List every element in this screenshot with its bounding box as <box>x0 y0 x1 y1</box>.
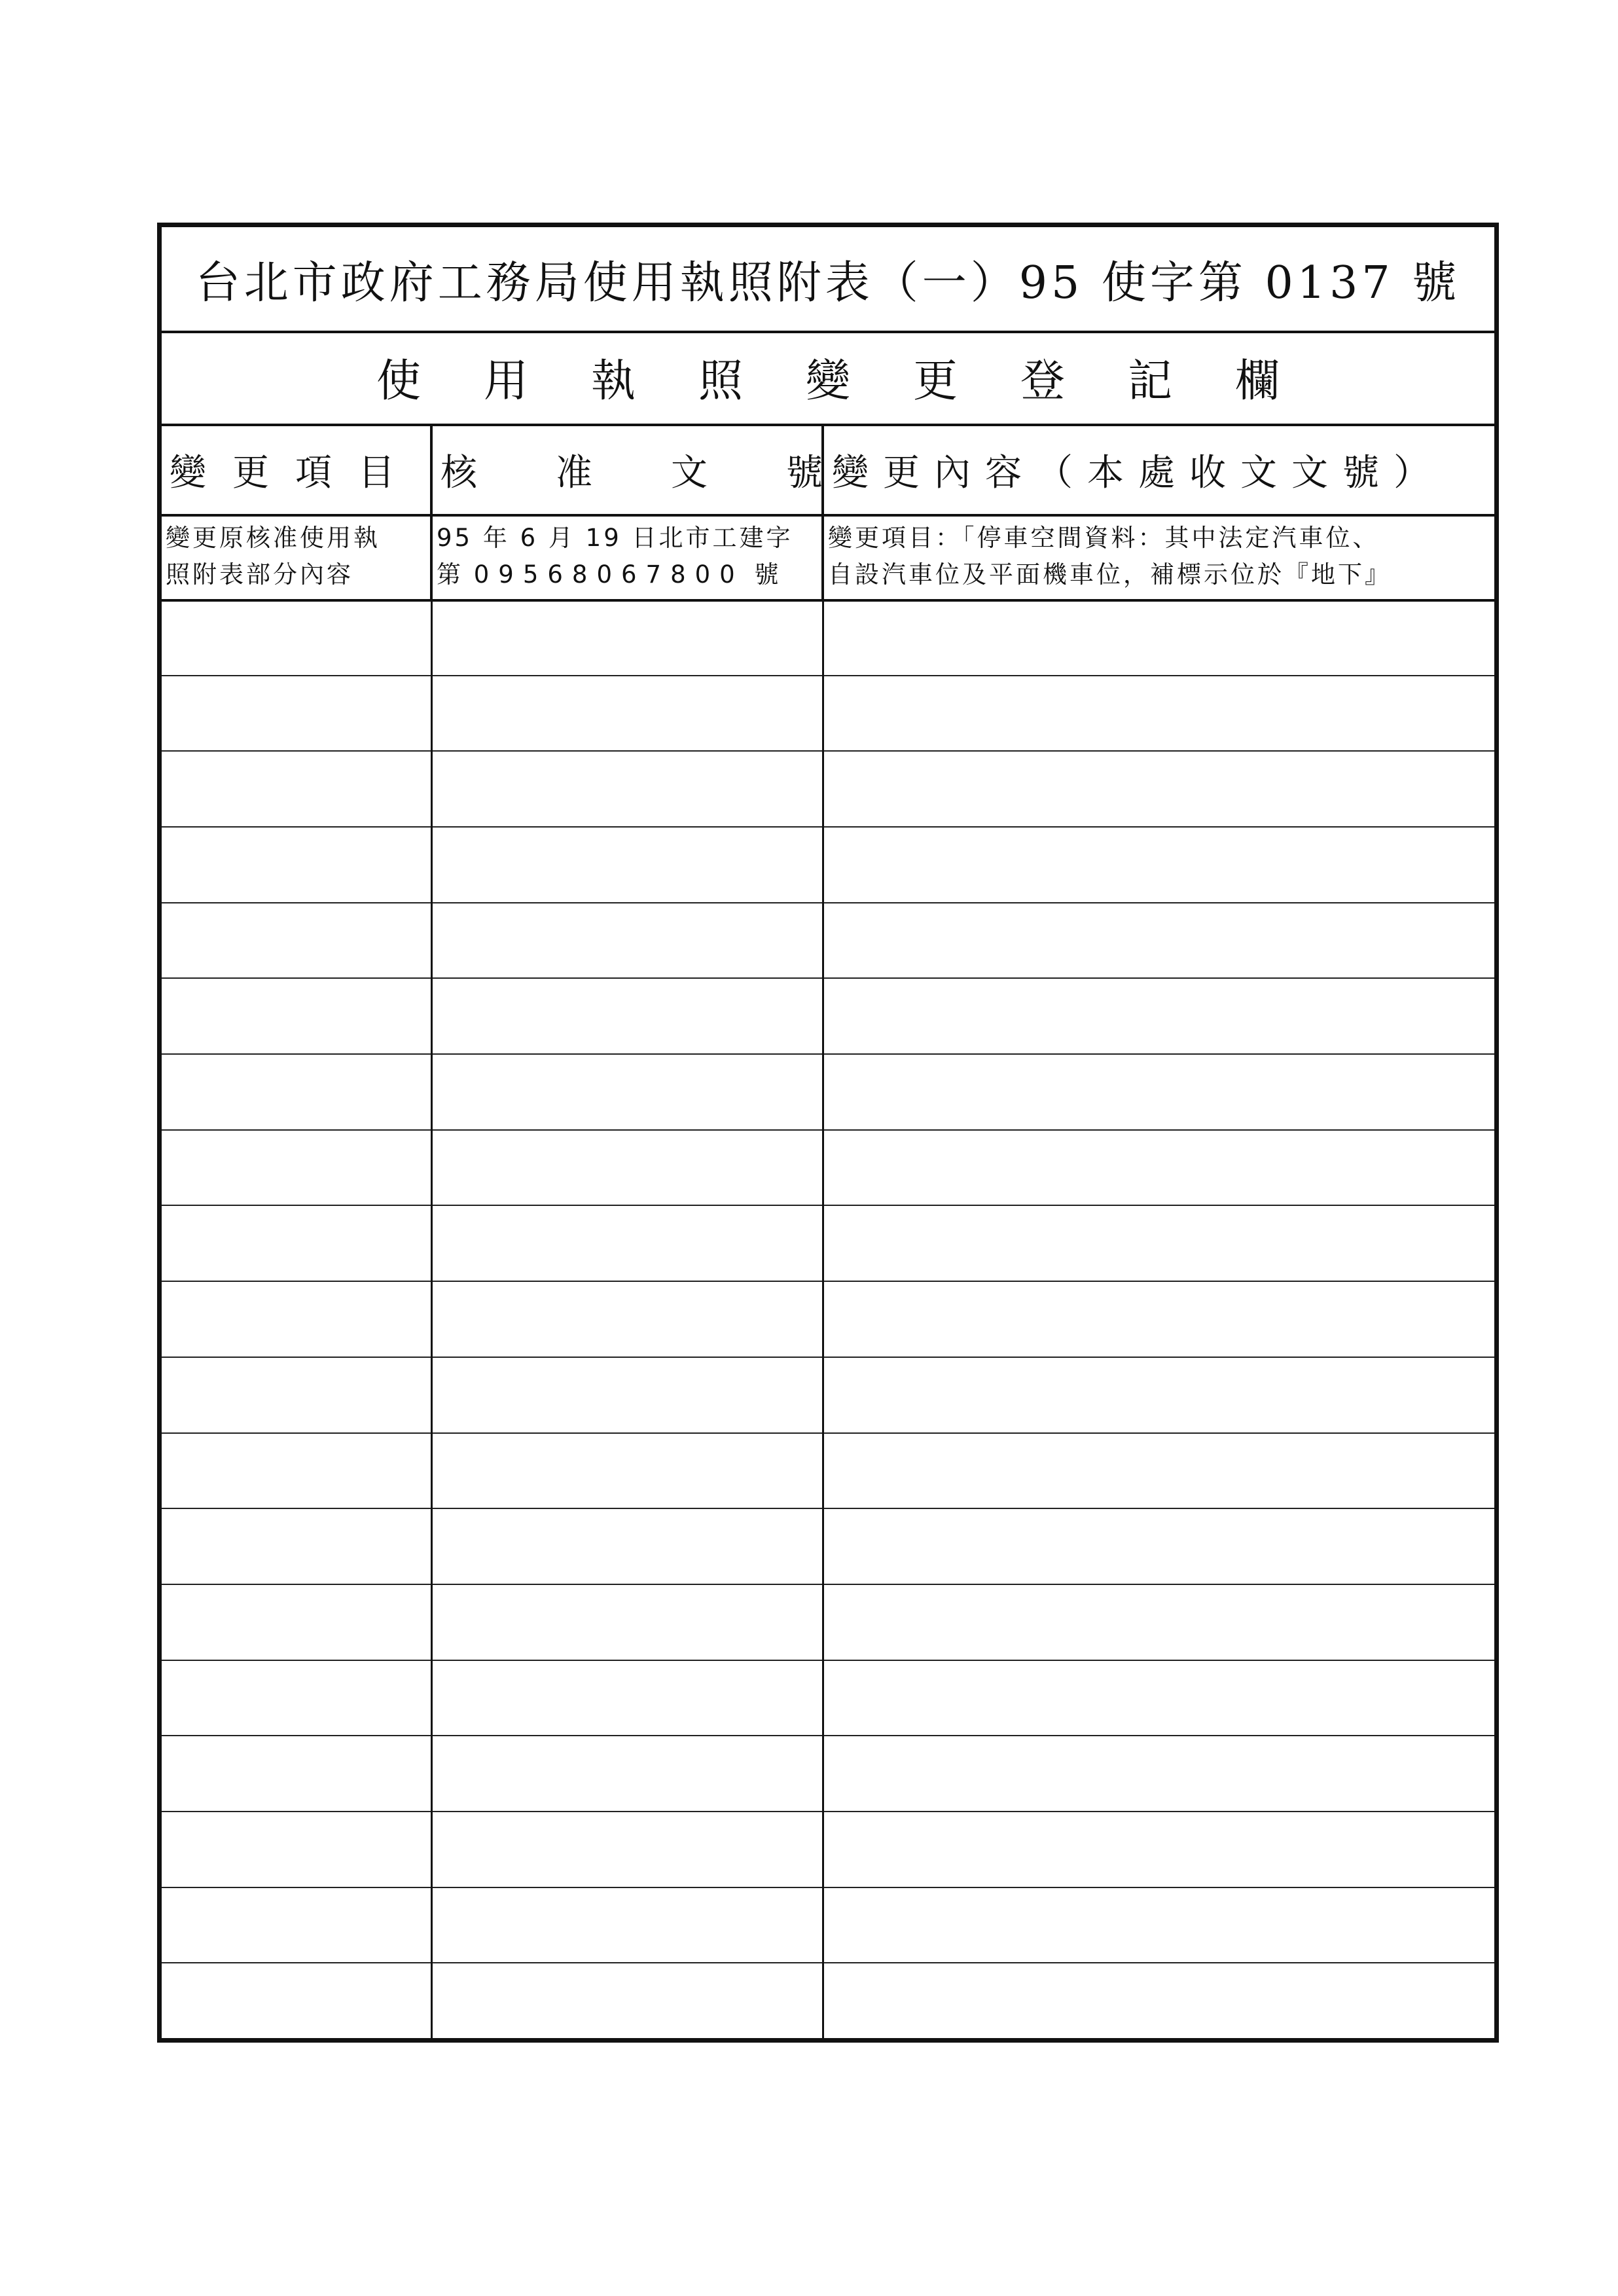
blank-cell-item <box>162 1281 433 1357</box>
entry-approval-line <box>437 556 781 593</box>
entry-change-content <box>824 514 1494 599</box>
form-title: 台北市政府工務局使用執照附表（一）95 使字第 0137 號 <box>162 227 1494 333</box>
blank-cell-item <box>162 1735 433 1811</box>
blank-cell-item <box>162 1053 433 1129</box>
blank-cell-approval <box>433 1357 824 1432</box>
blank-cell-content <box>824 1508 1494 1584</box>
entry-item-line: 照附表部分內容 <box>166 560 353 589</box>
blank-cell-item <box>162 902 433 978</box>
blank-cell-content <box>824 902 1494 978</box>
table-row <box>162 1962 1494 2038</box>
blank-cell-content <box>824 1660 1494 1736</box>
blank-cell-approval <box>433 902 824 978</box>
header-approval-number-label: 核准文號 <box>440 452 901 494</box>
blank-cell-item <box>162 1584 433 1660</box>
table-row <box>162 1584 1494 1661</box>
table-row <box>162 1281 1494 1358</box>
approval-document-number: 09568067800 <box>473 560 744 589</box>
table-row <box>162 902 1494 979</box>
header-change-content <box>824 426 1494 514</box>
blank-cell-item <box>162 1205 433 1281</box>
entry-change-item <box>162 514 433 599</box>
blank-cell-item <box>162 826 433 902</box>
blank-cell-approval <box>433 750 824 826</box>
table-row <box>162 1508 1494 1585</box>
blank-cell-approval <box>433 1432 824 1508</box>
table-row <box>162 1432 1494 1510</box>
table-row <box>162 1660 1494 1737</box>
table-row <box>162 599 1494 676</box>
table-row <box>162 977 1494 1055</box>
approval-prefix: 第 <box>437 560 463 589</box>
blank-cell-content <box>824 1432 1494 1508</box>
blank-cell-content <box>824 675 1494 751</box>
header-change-content-label: 變更內容（本處收文文號） <box>832 452 1445 494</box>
license-appendix-form <box>157 223 1499 2043</box>
blank-cell-item <box>162 1432 433 1508</box>
blank-cell-item <box>162 1129 433 1205</box>
blank-cell-content <box>824 1129 1494 1205</box>
blank-cell-item <box>162 977 433 1053</box>
blank-cell-content <box>824 826 1494 902</box>
blank-cell-approval <box>433 1205 824 1281</box>
blank-cell-item <box>162 750 433 826</box>
blank-cell-content <box>824 1811 1494 1887</box>
blank-cell-approval <box>433 1129 824 1205</box>
entry-content-line: 變更項目：「停車空間資料：其中法定汽車位、 <box>828 524 1380 552</box>
table-row <box>162 826 1494 903</box>
blank-cell-item <box>162 675 433 751</box>
table-row <box>162 675 1494 752</box>
blank-cell-approval <box>433 675 824 751</box>
blank-cell-approval <box>433 1660 824 1736</box>
blank-cell-content <box>824 750 1494 826</box>
blank-cell-approval <box>433 826 824 902</box>
blank-cell-approval <box>433 1508 824 1584</box>
blank-cell-approval <box>433 1811 824 1887</box>
blank-cell-content <box>824 1887 1494 1963</box>
blank-cell-content <box>824 1584 1494 1660</box>
table-row <box>162 1129 1494 1207</box>
table-row <box>162 1053 1494 1131</box>
blank-cell-approval <box>433 1584 824 1660</box>
table-row <box>162 750 1494 828</box>
blank-cell-approval <box>433 1735 824 1811</box>
header-change-item <box>162 426 433 514</box>
blank-cell-content <box>824 1281 1494 1357</box>
blank-cell-content <box>824 1735 1494 1811</box>
blank-cell-content <box>824 977 1494 1053</box>
entry-item-line: 變更原核准使用執 <box>166 524 380 552</box>
entry-approval-line: 95 年 6 月 19 日北市工建字 <box>437 524 793 552</box>
table-row <box>162 1205 1494 1282</box>
table-header-row <box>162 426 1494 517</box>
form-subtitle: 使用執照變更登記欄 <box>162 331 1494 426</box>
approval-suffix: 號 <box>754 560 782 589</box>
header-approval-number <box>433 426 901 514</box>
blank-cell-content <box>824 1962 1494 2038</box>
table-row <box>162 1357 1494 1434</box>
table-row <box>162 1887 1494 1964</box>
entry-approval-number <box>433 514 824 599</box>
blank-cell-item <box>162 1508 433 1584</box>
blank-cell-approval <box>433 599 824 675</box>
table-row <box>162 514 1494 602</box>
table-row <box>162 1811 1494 1888</box>
blank-cell-content <box>824 1357 1494 1432</box>
blank-cell-approval <box>433 977 824 1053</box>
blank-rows <box>162 599 1494 2038</box>
blank-cell-item <box>162 599 433 675</box>
blank-cell-approval <box>433 1281 824 1357</box>
table-row <box>162 1735 1494 1812</box>
blank-cell-item <box>162 1887 433 1963</box>
blank-cell-item <box>162 1660 433 1736</box>
blank-cell-approval <box>433 1887 824 1963</box>
blank-cell-content <box>824 599 1494 675</box>
blank-cell-item <box>162 1962 433 2038</box>
blank-cell-item <box>162 1357 433 1432</box>
header-change-item-label: 變更項目 <box>170 452 421 494</box>
blank-cell-approval <box>433 1962 824 2038</box>
blank-cell-approval <box>433 1053 824 1129</box>
blank-cell-item <box>162 1811 433 1887</box>
entry-content-line: 自設汽車位及平面機車位，補標示位於『地下』 <box>828 560 1392 589</box>
blank-cell-content <box>824 1205 1494 1281</box>
blank-cell-content <box>824 1053 1494 1129</box>
